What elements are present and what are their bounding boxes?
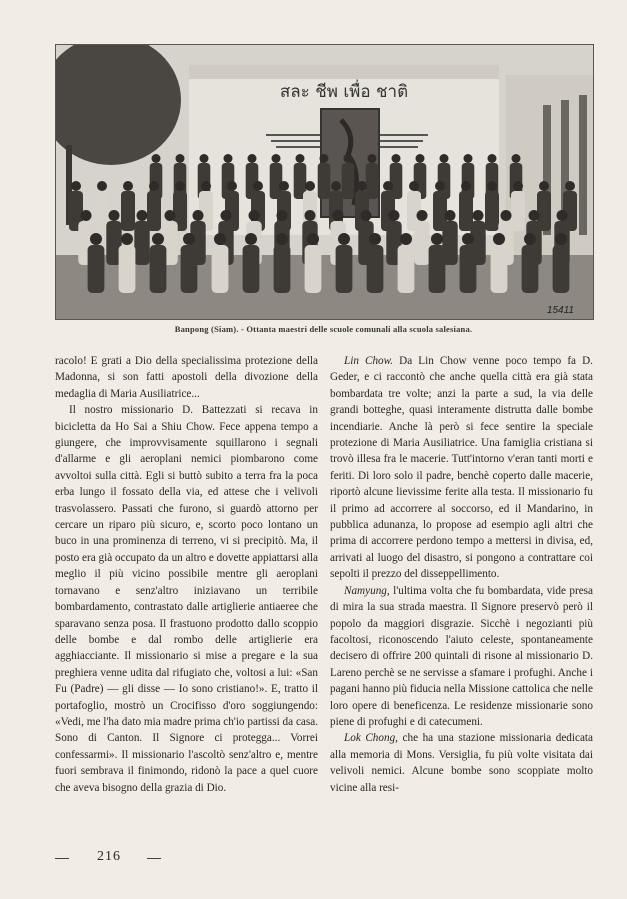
page-number-dash-right <box>147 858 161 859</box>
right-column <box>330 353 593 796</box>
left-column <box>55 353 318 796</box>
page-number: 216 <box>97 849 121 864</box>
paragraph: Lin Chow. Da Lin Chow venne poco tempo fa D. Geder, e ci raccontò che anche quella città era già stata bombardata tre volte; anzi la parte a sud, la via delle grandi botteghe, quasi interamente distrutta dalle bombe incendiarie. Anche là però si fece sentire la speciale protezione di Maria Ausiliatrice. Una famiglia cristiana si trovò illesa fra le macerie. Tutt'intorno v'eran tanti morti e feriti. Di loro solo il padre, benchè coperto dalle macerie, riportò alcune lievissime ferite alla testa. Il missionario fu il primo ad accorrere al soccorso, ed il Mandarino, in pubblica adunanza, lo propose ad esempio agli altri che prima di accorrere perdono tempo a mettersi in divisa, ed, arrivati al luogo del disastro, si pongono a contrattare coi sepolti il prezzo del disseppellimento. <box>330 355 593 581</box>
place-name: Namyung, <box>344 584 390 597</box>
paragraph: Lok Chong, che ha una stazione missionaria dedicata alla memoria di Mons. Versiglia, fu più volte visitata dai velivoli nemici. Alcune bombe sono scoppiate molto vicine alla resi- <box>330 732 593 794</box>
building-sign-text: สละ ชีพ เพื่อ ชาติ <box>279 82 409 102</box>
place-name: Lin Chow. <box>344 355 394 367</box>
group-photo <box>55 44 594 320</box>
paragraph: Il nostro missionario D. Battezzati si recava in bicicletta da Ho Sai a Shiu Chow. Fece appena tempo a giungere, che improvvisamente squillarono i segnali d'allarme e gli aeroplani nemici piombarono come avvoltoi sulla città. Egli si buttò subito a terra fra la poca erba lungo il fossato della via, ed attese che i velivoli trasvolassero. Passati che furono, si guardò attorno per cercare un riparo più sicuro, e, scorto poco lontano un buco in una prominenza di terreno, vi si precipitò. Ma, il posto era già occupato da un altro e dovette appiattarsi alla meglio il più vicino possibile mentre gli aeroplani tornavano e senz'altro iniziavano un terribile bombardamento, contrastato dalle artiglierie antiaeree che sparavano senza posa. Il frastuono prodotto dallo scoppio delle bombe e dal rombo delle artiglierie era agghiacciante. Il missionario si mise a pregare e la sua preghiera venne udita dal rifugiato che, voltosi a lui: «San Fu (Padre) — gli disse — Io sono cristiano!». E, tratto il portafoglio, mostrò un Crocifisso d'oro soggiungendo: «Vedi, me l'ha dato mia madre prima ch'io partissi da casa. Sono di Canton. Il Signore ci protegga... Vorrei confessarmi». Il missionario l'ascoltò senz'altro e, mentre fuori sembrava il finimondo, ridonò la pace a quel cuore che aveva bisogno della grazia di Dio. <box>55 404 318 794</box>
paragraph: racolo! E grati a Dio della specialissima protezione della Madonna, si son fatti apostoli della divozione della medaglia di Maria Ausiliatrice... <box>55 355 318 400</box>
paragraph: Namyung, l'ultima volta che fu bombardata, vide presa di mira la sua strada maestra. Il Signore preservò però il popolo da maggiori disgrazie. Sicchè i negozianti più facoltosi, riconoscendo l'aiuto celeste, spontaneamente decisero di offrire 200 quintali di risone al missionario D. Lareno perchè se ne servisse a sfamare i profughi. Anche i pagani hanno più fiducia nella Missione cattolica che nelle loro opere di beneficenza. Le residenze missionarie sono piene di profughi e di catecumeni. <box>330 584 593 728</box>
plate-mark: 15411 <box>546 305 574 316</box>
photo-caption: Banpong (Siam). - Ottanta maestri delle scuole comunali alla scuola salesiana. <box>174 324 473 334</box>
place-name: Lok Chong, <box>344 732 398 745</box>
page-number-dash-left <box>55 858 69 859</box>
group-photo-drawing <box>56 45 593 319</box>
